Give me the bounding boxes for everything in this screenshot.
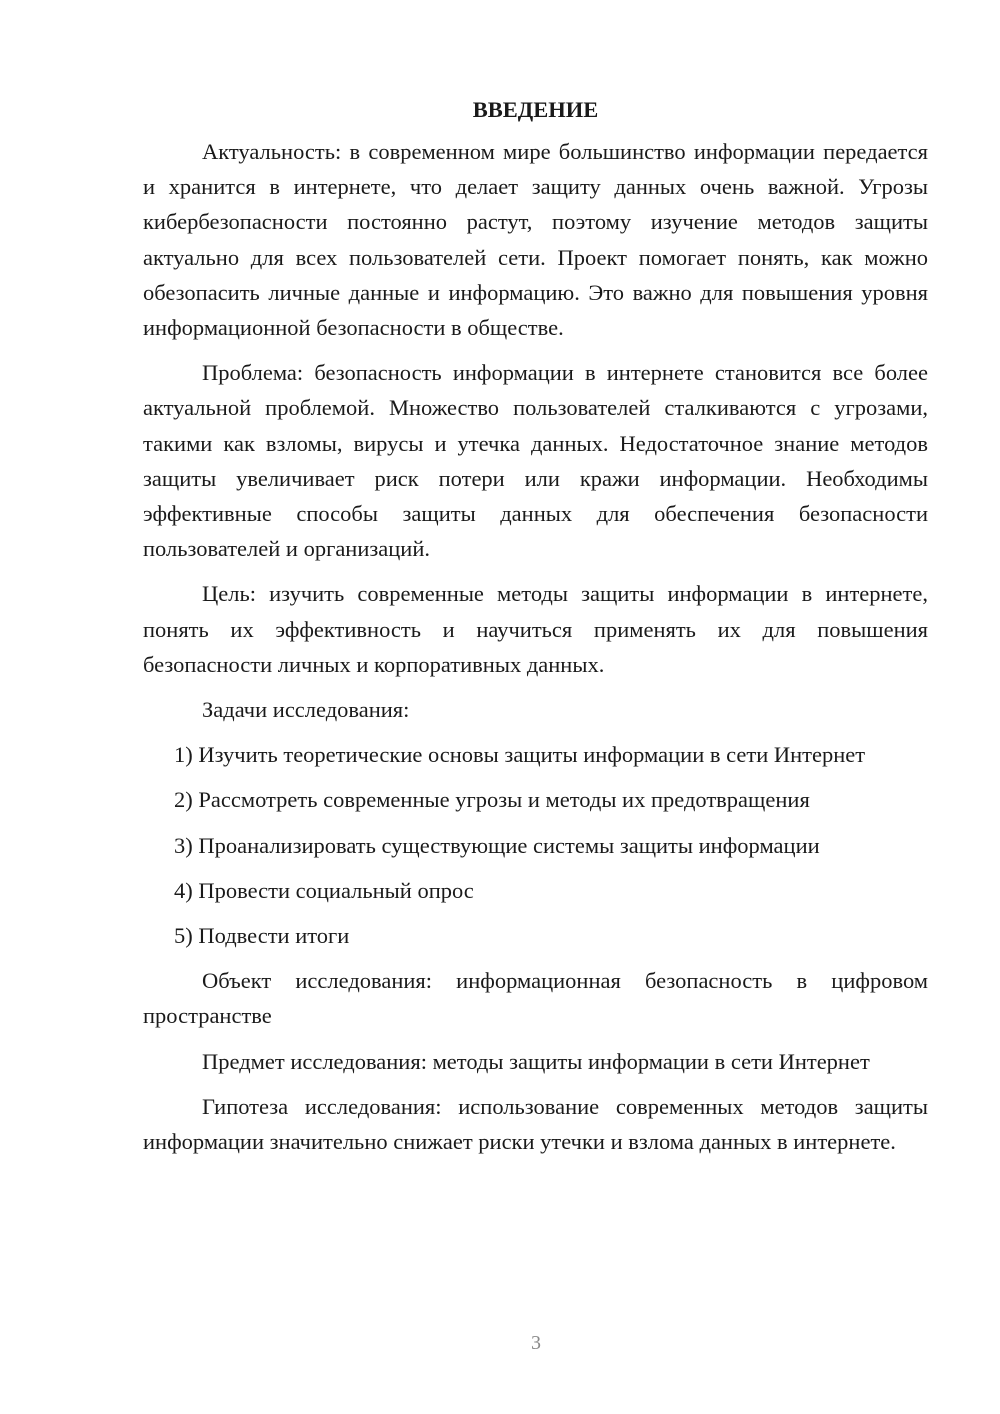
subject-paragraph: Предмет исследования: методы защиты информации в сети Интернет	[202, 1048, 870, 1074]
object-paragraph: Объект исследования: информационная безопасность в цифровом пространстве	[143, 968, 928, 1029]
task-item: 3) Проанализировать существующие системы защиты информации	[174, 832, 820, 858]
task-item: 5) Подвести итоги	[174, 923, 350, 949]
problem-paragraph: Проблема: безопасность информации в интернете становится все более актуальной проблемой. Множество пользователей сталкиваются с угрозами, такими как взломы, вирусы и утечка данных. Недостаточное знание методов защиты увеличивает риск потери или кражи информации. Необходимы эффективные способы защиты данных для обеспечения безопасности пользователей и организаций.	[143, 360, 928, 562]
task-item: 2) Рассмотреть современные угрозы и методы их предотвращения	[174, 787, 810, 813]
section-title: ВВЕДЕНИЕ	[472, 97, 599, 122]
page-number: 3	[531, 1332, 541, 1354]
task-item: 1) Изучить теоретические основы защиты информации в сети Интернет	[174, 742, 866, 768]
goal-paragraph: Цель: изучить современные методы защиты информации в интернете, понять их эффективность и научиться применять их для повышения безопасности личных и корпоративных данных.	[143, 581, 928, 677]
task-item: 4) Провести социальный опрос	[174, 877, 474, 903]
relevance-paragraph: Актуальность: в современном мире большинство информации передается и хранится в интернете, что делает защиту данных очень важной. Угрозы кибербезопасности постоянно растут, поэтому изучение методов защиты актуально для всех пользователей сети. Проект помогает понять, как можно обезопасить личные данные и информацию. Это важно для повышения уровня информационной безопасности в обществе.	[143, 139, 928, 341]
tasks-heading: Задачи исследования:	[202, 697, 410, 723]
document-page	[143, 92, 928, 1169]
hypothesis-paragraph: Гипотеза исследования: использование современных методов защиты информации значительно снижает риски утечки и взлома данных в интернете.	[143, 1093, 928, 1155]
